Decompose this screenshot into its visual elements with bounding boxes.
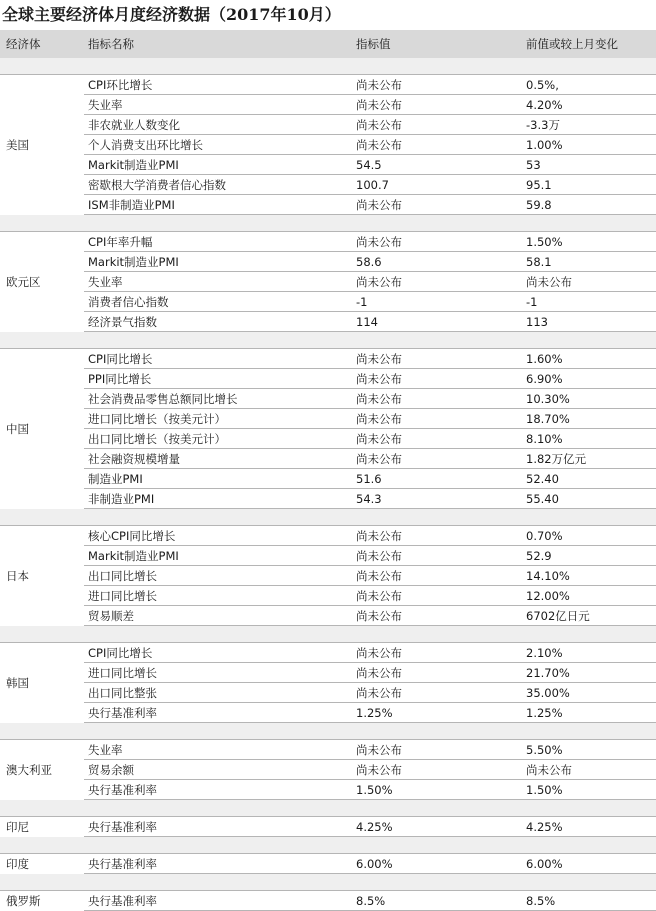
- indicator-value: 尚未公布: [352, 135, 524, 155]
- indicator-value: 尚未公布: [352, 606, 524, 626]
- previous-value: 95.1: [524, 175, 656, 195]
- indicator-name: 消费者信心指数: [84, 292, 352, 312]
- indicator-value: 尚未公布: [352, 369, 524, 389]
- indicator-value: 尚未公布: [352, 526, 524, 546]
- table-row: [0, 175, 656, 195]
- separator-cell: [0, 837, 656, 854]
- indicator-name: 失业率: [84, 95, 352, 115]
- table-row: [0, 312, 656, 332]
- indicator-value: 尚未公布: [352, 546, 524, 566]
- indicator-name: 贸易余额: [84, 760, 352, 780]
- separator-cell: [0, 874, 656, 891]
- indicator-name: 失业率: [84, 272, 352, 292]
- table-header: [0, 30, 656, 58]
- group-separator: [0, 332, 656, 349]
- indicator-value: 尚未公布: [352, 409, 524, 429]
- previous-value: 6.90%: [524, 369, 656, 389]
- separator-cell: [0, 215, 656, 232]
- indicator-value: 114: [352, 312, 524, 332]
- previous-value: 4.25%: [524, 817, 656, 837]
- previous-value: 53: [524, 155, 656, 175]
- table-row: [0, 195, 656, 215]
- indicator-name: 进口同比增长: [84, 663, 352, 683]
- header-economy: 经济体: [0, 30, 84, 58]
- indicator-value: 1.25%: [352, 703, 524, 723]
- economy-name: 日本: [0, 526, 84, 626]
- indicator-name: 出口同比增长（按美元计）: [84, 429, 352, 449]
- indicator-name: 央行基准利率: [84, 891, 352, 911]
- group-separator: [0, 215, 656, 232]
- table-row: [0, 232, 656, 252]
- previous-value: 52.40: [524, 469, 656, 489]
- table-row: [0, 252, 656, 272]
- header-indicator: 指标名称: [84, 30, 352, 58]
- indicator-value: 尚未公布: [352, 663, 524, 683]
- economy-name: 印度: [0, 854, 84, 874]
- indicator-value: 尚未公布: [352, 115, 524, 135]
- previous-value: 5.50%: [524, 740, 656, 760]
- table-row: [0, 489, 656, 509]
- table-row: [0, 760, 656, 780]
- indicator-value: 100.7: [352, 175, 524, 195]
- indicator-value: 尚未公布: [352, 566, 524, 586]
- indicator-name: ISM非制造业PMI: [84, 195, 352, 215]
- indicator-value: 尚未公布: [352, 75, 524, 95]
- indicator-value: 尚未公布: [352, 232, 524, 252]
- indicator-name: 社会融资规模增量: [84, 449, 352, 469]
- table-row: [0, 449, 656, 469]
- table-row: [0, 586, 656, 606]
- indicator-value: -1: [352, 292, 524, 312]
- previous-value: 2.10%: [524, 643, 656, 663]
- previous-value: 1.50%: [524, 232, 656, 252]
- indicator-value: 8.5%: [352, 891, 524, 911]
- indicator-name: 非制造业PMI: [84, 489, 352, 509]
- indicator-name: 经济景气指数: [84, 312, 352, 332]
- indicator-value: 尚未公布: [352, 429, 524, 449]
- indicator-value: 4.25%: [352, 817, 524, 837]
- group-separator: [0, 626, 656, 643]
- indicator-name: CPI同比增长: [84, 643, 352, 663]
- previous-value: 1.00%: [524, 135, 656, 155]
- table-row: [0, 292, 656, 312]
- group-separator: [0, 837, 656, 854]
- economy-name: 韩国: [0, 643, 84, 723]
- previous-value: 52.9: [524, 546, 656, 566]
- table-row: [0, 349, 656, 369]
- separator-cell: [0, 800, 656, 817]
- indicator-name: 央行基准利率: [84, 817, 352, 837]
- indicator-name: Markit制造业PMI: [84, 546, 352, 566]
- previous-value: 4.20%: [524, 95, 656, 115]
- economy-name: 美国: [0, 75, 84, 215]
- indicator-name: 贸易顺差: [84, 606, 352, 626]
- previous-value: 1.25%: [524, 703, 656, 723]
- indicator-value: 尚未公布: [352, 389, 524, 409]
- previous-value: 6702亿日元: [524, 606, 656, 626]
- separator-cell: [0, 58, 656, 75]
- indicator-name: 密歇根大学消费者信心指数: [84, 175, 352, 195]
- indicator-value: 尚未公布: [352, 643, 524, 663]
- economy-name: 中国: [0, 349, 84, 509]
- table-row: [0, 817, 656, 837]
- header-row: [0, 30, 656, 58]
- group-separator: [0, 509, 656, 526]
- indicator-value: 51.6: [352, 469, 524, 489]
- indicator-value: 尚未公布: [352, 272, 524, 292]
- indicator-value: 58.6: [352, 252, 524, 272]
- indicator-name: CPI年率升幅: [84, 232, 352, 252]
- previous-value: 8.10%: [524, 429, 656, 449]
- header-previous: 前值或较上月变化: [524, 30, 656, 58]
- indicator-value: 尚未公布: [352, 740, 524, 760]
- table-row: [0, 155, 656, 175]
- previous-value: 1.50%: [524, 780, 656, 800]
- indicator-value: 54.5: [352, 155, 524, 175]
- indicator-name: 个人消费支出环比增长: [84, 135, 352, 155]
- economy-name: 俄罗斯: [0, 891, 84, 911]
- indicator-name: Markit制造业PMI: [84, 155, 352, 175]
- table-row: [0, 854, 656, 874]
- previous-value: 6.00%: [524, 854, 656, 874]
- separator-cell: [0, 509, 656, 526]
- previous-value: 尚未公布: [524, 760, 656, 780]
- previous-value: 0.5%,: [524, 75, 656, 95]
- separator-cell: [0, 626, 656, 643]
- indicator-value: 尚未公布: [352, 195, 524, 215]
- table-row: [0, 429, 656, 449]
- table-row: [0, 683, 656, 703]
- table-row: [0, 546, 656, 566]
- previous-value: -3.3万: [524, 115, 656, 135]
- previous-value: 55.40: [524, 489, 656, 509]
- indicator-name: 央行基准利率: [84, 854, 352, 874]
- indicator-value: 尚未公布: [352, 586, 524, 606]
- indicator-name: 央行基准利率: [84, 703, 352, 723]
- indicator-value: 尚未公布: [352, 683, 524, 703]
- table-row: [0, 95, 656, 115]
- separator-cell: [0, 332, 656, 349]
- header-value: 指标值: [352, 30, 524, 58]
- indicator-name: 进口同比增长（按美元计）: [84, 409, 352, 429]
- indicator-value: 尚未公布: [352, 449, 524, 469]
- indicator-name: CPI同比增长: [84, 349, 352, 369]
- table-row: [0, 643, 656, 663]
- indicator-value: 54.3: [352, 489, 524, 509]
- group-separator: [0, 58, 656, 75]
- table-row: [0, 663, 656, 683]
- table-row: [0, 606, 656, 626]
- indicator-name: 核心CPI同比增长: [84, 526, 352, 546]
- indicator-name: 失业率: [84, 740, 352, 760]
- table-row: [0, 409, 656, 429]
- indicator-name: PPI同比增长: [84, 369, 352, 389]
- previous-value: 58.1: [524, 252, 656, 272]
- previous-value: 59.8: [524, 195, 656, 215]
- indicator-name: 非农就业人数变化: [84, 115, 352, 135]
- previous-value: -1: [524, 292, 656, 312]
- table-row: [0, 75, 656, 95]
- economic-data-table: [0, 30, 656, 911]
- indicator-value: 6.00%: [352, 854, 524, 874]
- indicator-value: 尚未公布: [352, 95, 524, 115]
- table-row: [0, 780, 656, 800]
- table-row: [0, 389, 656, 409]
- previous-value: 12.00%: [524, 586, 656, 606]
- table-row: [0, 703, 656, 723]
- previous-value: 1.60%: [524, 349, 656, 369]
- indicator-name: 出口同比整张: [84, 683, 352, 703]
- previous-value: 8.5%: [524, 891, 656, 911]
- table-row: [0, 526, 656, 546]
- indicator-name: 出口同比增长: [84, 566, 352, 586]
- table-row: [0, 369, 656, 389]
- previous-value: 0.70%: [524, 526, 656, 546]
- table-row: [0, 135, 656, 155]
- indicator-name: Markit制造业PMI: [84, 252, 352, 272]
- group-separator: [0, 800, 656, 817]
- table-row: [0, 566, 656, 586]
- previous-value: 21.70%: [524, 663, 656, 683]
- group-separator: [0, 874, 656, 891]
- previous-value: 10.30%: [524, 389, 656, 409]
- table-body: [0, 58, 656, 911]
- economy-name: 澳大利亚: [0, 740, 84, 800]
- previous-value: 35.00%: [524, 683, 656, 703]
- indicator-value: 尚未公布: [352, 349, 524, 369]
- indicator-name: 社会消费品零售总额同比增长: [84, 389, 352, 409]
- previous-value: 14.10%: [524, 566, 656, 586]
- group-separator: [0, 723, 656, 740]
- table-row: [0, 469, 656, 489]
- previous-value: 1.82万亿元: [524, 449, 656, 469]
- indicator-name: 制造业PMI: [84, 469, 352, 489]
- previous-value: 18.70%: [524, 409, 656, 429]
- page-title: 全球主要经济体月度经济数据（2017年10月）: [2, 5, 341, 24]
- table-row: [0, 115, 656, 135]
- previous-value: 113: [524, 312, 656, 332]
- separator-cell: [0, 723, 656, 740]
- indicator-value: 尚未公布: [352, 760, 524, 780]
- economy-name: 印尼: [0, 817, 84, 837]
- indicator-name: 央行基准利率: [84, 780, 352, 800]
- indicator-value: 1.50%: [352, 780, 524, 800]
- table-row: [0, 740, 656, 760]
- indicator-name: 进口同比增长: [84, 586, 352, 606]
- indicator-name: CPI环比增长: [84, 75, 352, 95]
- table-row: [0, 891, 656, 911]
- table-row: [0, 272, 656, 292]
- previous-value: 尚未公布: [524, 272, 656, 292]
- economy-name: 欧元区: [0, 232, 84, 332]
